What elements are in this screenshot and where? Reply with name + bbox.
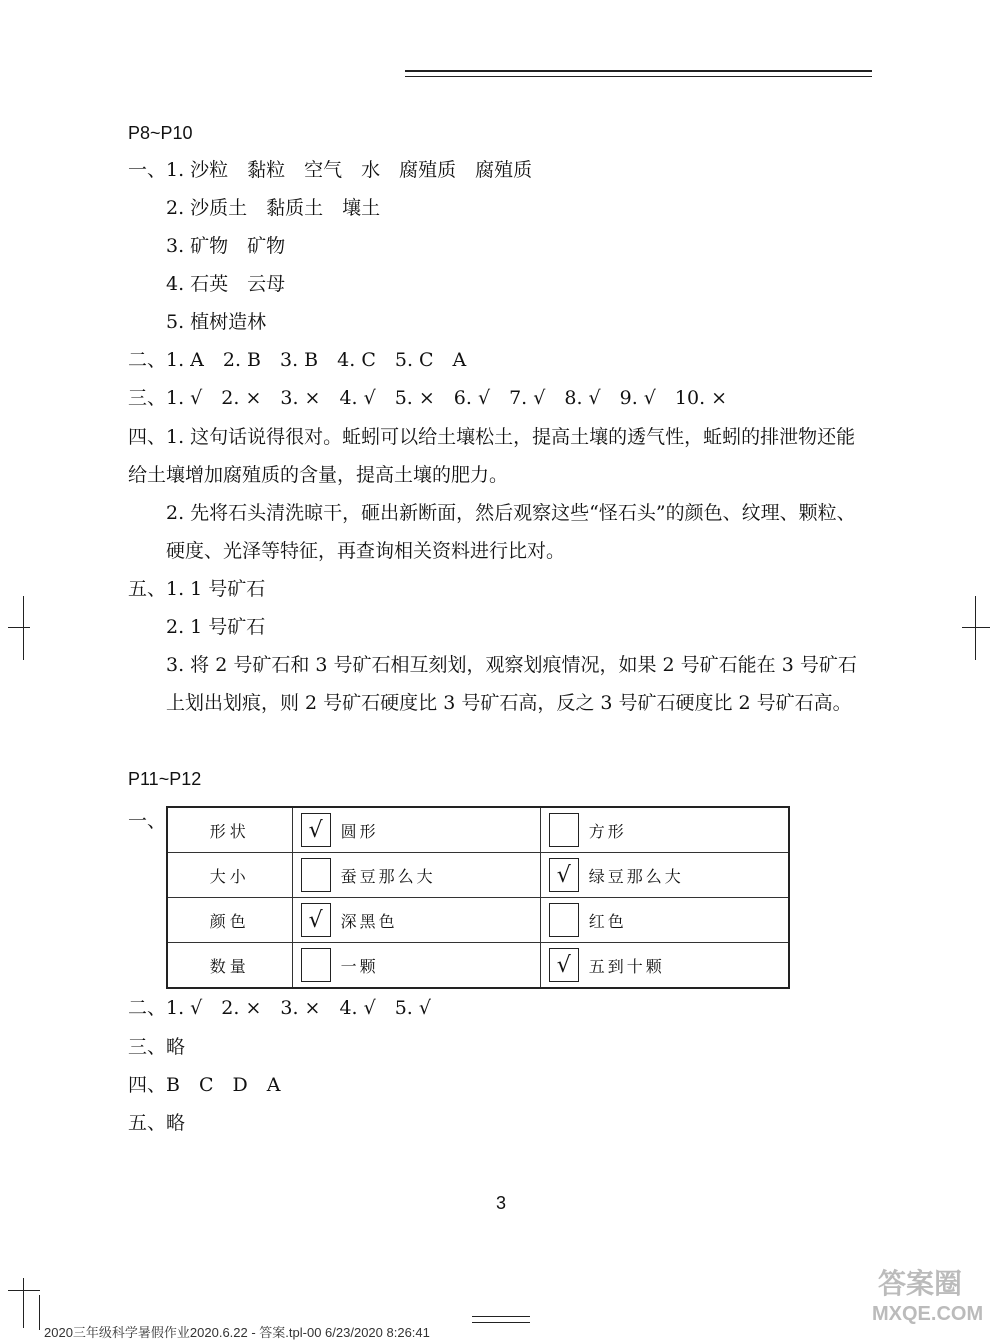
- print-footer: 2020三年级科学暑假作业2020.6.22 - 答案.tpl-00 6/23/2020 8:26:41: [44, 1325, 430, 1340]
- answer-1-4: 4. 石英 云母: [166, 273, 286, 295]
- checkbox: √: [549, 948, 579, 982]
- option-cell: [540, 898, 789, 943]
- watermark-logo: 答案圈: [878, 1268, 963, 1299]
- crop-mark-left-v: [23, 596, 24, 660]
- answer-2-section2: 二、1. √ 2. × 3. × 4. √ 5. √: [128, 997, 431, 1019]
- answer-5-3: 3. 将 2 号矿石和 3 号矿石相互刻划，观察划痕情况，如果 2 号矿石能在 3 号矿石上划出划痕，则 2 号矿石硬度比 3 号矿石高，反之 3 号矿石硬度比 2 号矿石高。: [166, 654, 857, 714]
- option-label: 五到十颗: [588, 956, 665, 976]
- option-cell: [540, 943, 789, 989]
- option-label: 深黑色: [340, 911, 398, 931]
- answer-5-1: 五、1. 1 号矿石: [128, 578, 266, 600]
- answer-4-section2: 四、B C D A: [128, 1074, 281, 1096]
- option-cell: [540, 853, 789, 898]
- section-title-p11-p12: P11~P12: [128, 769, 202, 789]
- table-row: [167, 898, 789, 943]
- checkbox: [549, 813, 579, 847]
- crop-mark-right-v: [975, 596, 976, 660]
- option-cell: [292, 898, 540, 943]
- crop-mark-bottom-left-v2: [39, 1295, 40, 1330]
- answer-4-1: 四、1. 这句话说得很对。蚯蚓可以给土壤松土，提高土壤的透气性，蚯蚓的排泄物还能给土壤增加腐殖质的含量，提高土壤的肥力。: [128, 426, 856, 486]
- checkbox: √: [301, 813, 331, 847]
- answer-5-section2: 五、略: [128, 1112, 186, 1134]
- section-title-p8-p10: P8~P10: [128, 123, 193, 143]
- answer-1-2: 2. 沙质土 黏质土 壤土: [166, 197, 381, 219]
- option-label: 蚕豆那么大: [340, 866, 436, 886]
- option-label: 一颗: [340, 956, 379, 976]
- option-cell: [540, 807, 789, 853]
- watermark-url: MXQE.COM: [872, 1303, 984, 1325]
- crop-mark-right-h: [962, 627, 990, 628]
- answer-1-3: 3. 矿物 矿物: [166, 235, 286, 257]
- crop-mark-left-h: [8, 627, 30, 628]
- row-label: 颜色: [167, 898, 292, 943]
- checkbox: [549, 903, 579, 937]
- checkbox: √: [301, 903, 331, 937]
- answer-3-section2: 三、略: [128, 1036, 186, 1058]
- answer-5-2: 2. 1 号矿石: [166, 616, 266, 638]
- option-label: 圆形: [340, 821, 379, 841]
- header-rule-thin: [405, 76, 872, 77]
- option-cell: [292, 943, 540, 989]
- option-label: 绿豆那么大: [588, 866, 684, 886]
- checkbox: [301, 858, 331, 892]
- header-rule-thick: [405, 70, 872, 72]
- table-row: [167, 807, 789, 853]
- row-label: 数量: [167, 943, 292, 989]
- option-cell: [292, 853, 540, 898]
- answer-3: 三、1. √ 2. × 3. × 4. √ 5. × 6. √ 7. √ 8. √ 9. √ 10. ×: [128, 387, 728, 409]
- option-label: 红色: [588, 911, 627, 931]
- page-number: 3: [496, 1193, 507, 1213]
- checkbox: √: [549, 858, 579, 892]
- answer-1-5: 5. 植树造林: [166, 311, 267, 333]
- table-row: [167, 853, 789, 898]
- answer-table-label: 一、: [128, 810, 167, 832]
- answer-2: 二、1. A 2. B 3. B 4. C 5. C A: [128, 349, 467, 371]
- row-label: 形状: [167, 807, 292, 853]
- answer-1-1: 一、1. 沙粒 黏粒 空气 水 腐殖质 腐殖质: [128, 159, 533, 181]
- table-row: [167, 943, 789, 989]
- crop-mark-bottom-center-h2: [472, 1322, 530, 1323]
- option-label: 方形: [588, 821, 627, 841]
- row-label: 大小: [167, 853, 292, 898]
- checkbox: [301, 948, 331, 982]
- answer-4-2: 2. 先将石头清洗晾干，砸出新断面，然后观察这些“怪石头”的颜色、纹理、颗粒、硬度、光泽等特征，再查询相关资料进行比对。: [166, 502, 856, 562]
- crop-mark-bottom-left-v: [23, 1278, 24, 1328]
- crop-mark-bottom-left-h: [8, 1290, 40, 1291]
- option-cell: [292, 807, 540, 853]
- crop-mark-bottom-center-h1: [472, 1316, 530, 1317]
- answer-table: [166, 806, 790, 989]
